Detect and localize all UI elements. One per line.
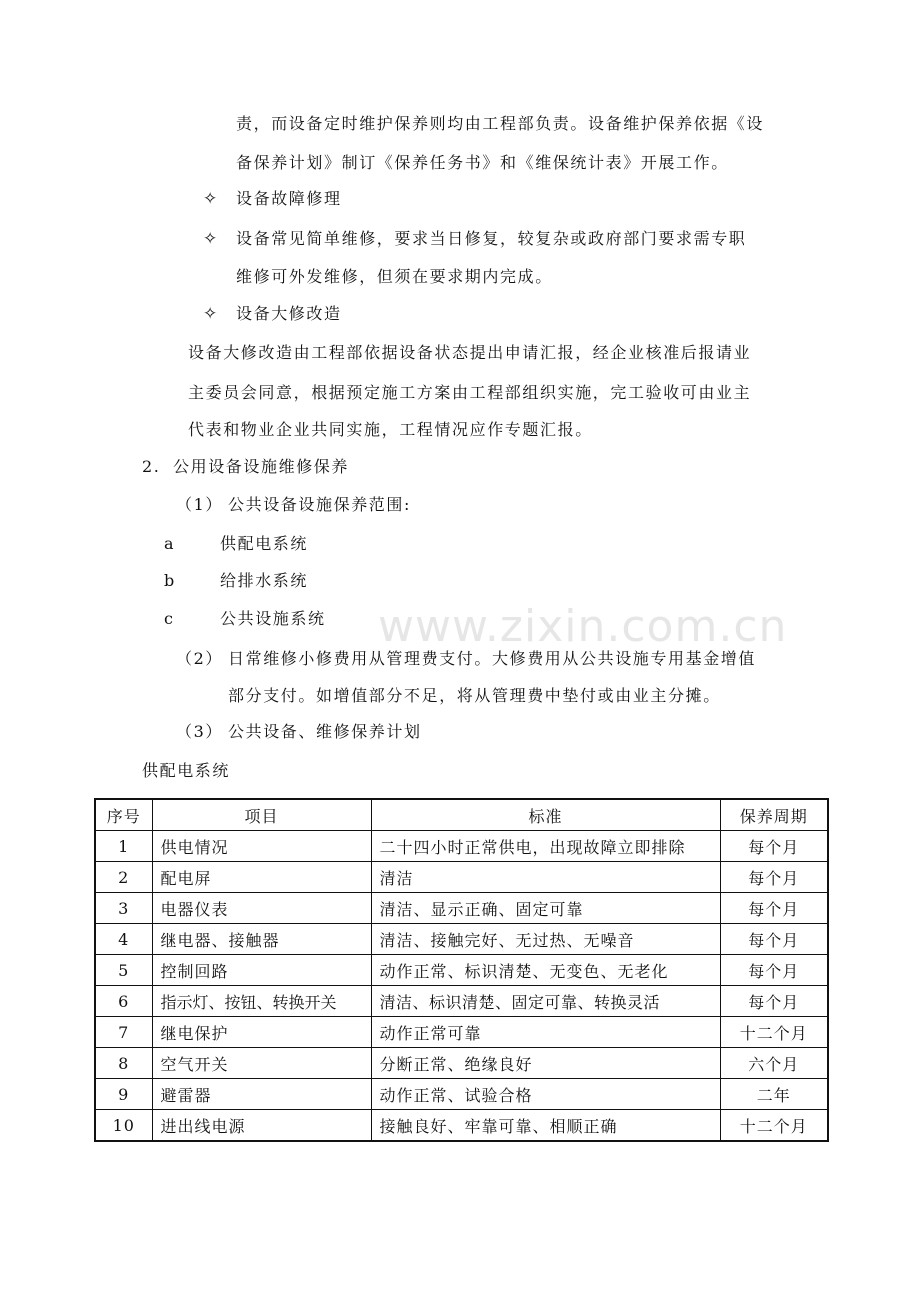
row-item: 进出线电源: [152, 1110, 371, 1142]
table-row: [95, 1110, 828, 1142]
item-text-continuation: 部分支付。如增值部分不足，将从管理费中垫付或由业主分摊。: [228, 686, 721, 705]
row-number: 6: [95, 986, 152, 1017]
paragraph-line: 代表和物业企业共同实施，工程情况应作专题汇报。: [188, 420, 593, 439]
row-item: 电器仪表: [152, 893, 371, 924]
row-item: 指示灯、按钮、转换开关: [152, 986, 371, 1017]
row-item: 控制回路: [152, 955, 371, 986]
bullet-item-continuation: 维修可外发维修，但须在要求期内完成。: [236, 267, 553, 286]
row-standard: 分断正常、绝缘良好: [371, 1048, 720, 1079]
row-standard: 接触良好、牢靠可靠、相顺正确: [371, 1110, 720, 1142]
row-cycle: 每个月: [720, 955, 828, 986]
item-number: （3）: [176, 722, 223, 741]
row-cycle: 十二个月: [720, 1110, 828, 1142]
sub-item-letter: b: [164, 571, 176, 590]
row-number: 1: [95, 831, 152, 862]
section-number: 2.: [142, 457, 161, 476]
row-cycle: 每个月: [720, 986, 828, 1017]
paragraph-line: 设备大修改造由工程部依据设备状态提出申请汇报，经企业核准后报请业: [188, 343, 752, 362]
paragraph-line: 备保养计划》制订《保养任务书》和《维保统计表》开展工作。: [236, 153, 729, 172]
row-item: 继电保护: [152, 1017, 371, 1048]
row-standard: 清洁: [371, 862, 720, 893]
item-text: 日常维修小修费用从管理费支付。大修费用从公共设施专用基金增值: [228, 649, 757, 668]
row-number: 9: [95, 1079, 152, 1110]
table-row: [95, 831, 828, 862]
diamond-bullet-icon: ✧: [203, 304, 218, 324]
row-number: 7: [95, 1017, 152, 1048]
bullet-item: 设备故障修理: [236, 189, 342, 208]
item-text: 公共设备设施保养范围:: [228, 495, 411, 514]
item-number: （1）: [176, 495, 223, 514]
section-title: 公用设备设施维修保养: [173, 457, 350, 476]
table-row: [95, 893, 828, 924]
table-row: [95, 862, 828, 893]
row-number: 2: [95, 862, 152, 893]
sub-item-text: 给排水系统: [220, 571, 309, 590]
row-cycle: 六个月: [720, 1048, 828, 1079]
table-row: [95, 924, 828, 955]
header-cell: 保养周期: [720, 799, 828, 831]
row-standard: 清洁、标识清楚、固定可靠、转换灵活: [371, 986, 720, 1017]
row-item: 供电情况: [152, 831, 371, 862]
row-number: 3: [95, 893, 152, 924]
row-item: 避雷器: [152, 1079, 371, 1110]
sub-item-letter: c: [164, 609, 175, 628]
row-item: 继电器、接触器: [152, 924, 371, 955]
table-row: [95, 955, 828, 986]
row-standard: 动作正常、标识清楚、无变色、无老化: [371, 955, 720, 986]
row-item: 空气开关: [152, 1048, 371, 1079]
item-text: 公共设备、维修保养计划: [228, 722, 422, 741]
row-cycle: 每个月: [720, 831, 828, 862]
watermark: www.zixin.com.cn: [378, 601, 788, 652]
header-cell: 标准: [371, 799, 720, 831]
paragraph-line: 责，而设备定时维护保养则均由工程部负责。设备维护保养依据《设: [236, 114, 765, 133]
row-number: 4: [95, 924, 152, 955]
table-row: [95, 986, 828, 1017]
row-standard: 清洁、显示正确、固定可靠: [371, 893, 720, 924]
bullet-item: 设备常见简单维修，要求当日修复，较复杂或政府部门要求需专职: [236, 229, 747, 248]
row-cycle: 二年: [720, 1079, 828, 1110]
table-row: [95, 1048, 828, 1079]
diamond-bullet-icon: ✧: [203, 189, 218, 209]
maintenance-table: [94, 798, 829, 1142]
bullet-item: 设备大修改造: [236, 304, 342, 323]
row-standard: 二十四小时正常供电，出现故障立即排除: [371, 831, 720, 862]
sub-item-text: 公共设施系统: [220, 609, 326, 628]
row-standard: 清洁、接触完好、无过热、无噪音: [371, 924, 720, 955]
row-number: 8: [95, 1048, 152, 1079]
header-cell: 项目: [152, 799, 371, 831]
row-number: 5: [95, 955, 152, 986]
row-cycle: 每个月: [720, 862, 828, 893]
row-standard: 动作正常可靠: [371, 1017, 720, 1048]
table-row: [95, 1017, 828, 1048]
row-standard: 动作正常、试验合格: [371, 1079, 720, 1110]
header-cell: 序号: [95, 799, 152, 831]
table-row: [95, 1079, 828, 1110]
row-cycle: 每个月: [720, 893, 828, 924]
item-number: （2）: [176, 649, 223, 668]
row-cycle: 十二个月: [720, 1017, 828, 1048]
row-cycle: 每个月: [720, 924, 828, 955]
table-caption: 供配电系统: [142, 761, 231, 780]
paragraph-line: 主委员会同意，根据预定施工方案由工程部组织实施，完工验收可由业主: [188, 383, 752, 402]
sub-item-text: 供配电系统: [220, 534, 309, 553]
row-item: 配电屏: [152, 862, 371, 893]
table-header-row: [95, 799, 828, 831]
diamond-bullet-icon: ✧: [203, 229, 218, 249]
row-number: 10: [95, 1110, 152, 1142]
sub-item-letter: a: [164, 534, 176, 553]
